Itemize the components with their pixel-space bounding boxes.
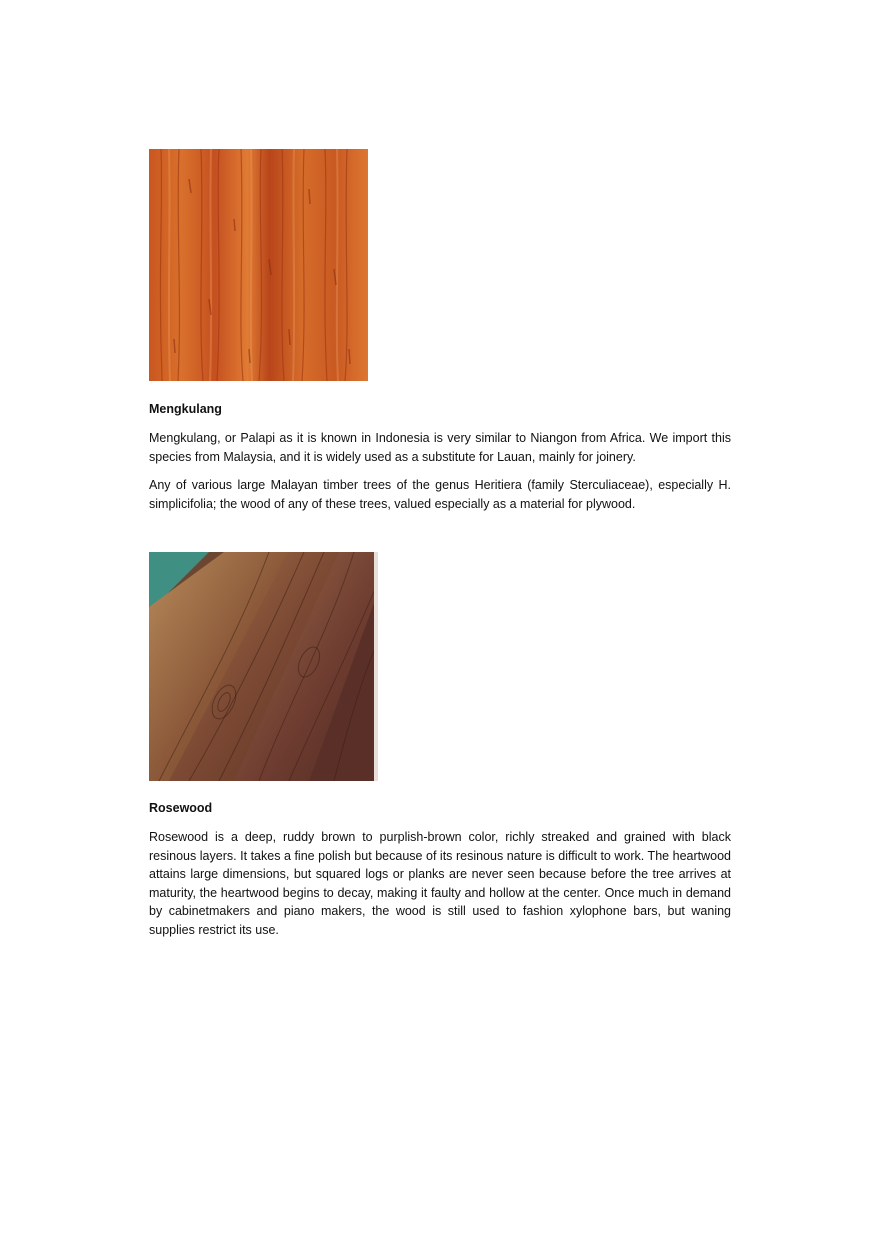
rosewood-planks-image bbox=[149, 552, 378, 781]
section-heading-mengkulang: Mengkulang bbox=[149, 402, 222, 416]
mengkulang-paragraph-1: Mengkulang, or Palapi as it is known in Indonesia is very similar to Niangon from Africa. We import this species from Malaysia, and it is widely used as a substitute for Lauan, mainly for joinery. bbox=[149, 431, 731, 464]
section-heading-rosewood: Rosewood bbox=[149, 801, 213, 815]
mengkulang-paragraph-2: Any of various large Malayan timber trees of the genus Heritiera (family Sterculiaceae), especially H. simplicifolia; the wood of any of these trees, valued especially as a material for plywood. bbox=[149, 478, 731, 511]
mengkulang-wood-image bbox=[149, 149, 368, 381]
rosewood-paragraph-1: Rosewood is a deep, ruddy brown to purplish-brown color, richly streaked and grained with black resinous layers. It takes a fine polish but because of its resinous nature is difficult to work. The heartwood attains large dimensions, but squared logs or planks are never seen because before the tree arrives at maturity, the heartwood begins to decay, making it faulty and hollow at the center. Once much in demand by cabinetmakers and piano makers, the wood is still used to fashion xylophone bars, but waning supplies restrict its use. bbox=[149, 830, 731, 937]
